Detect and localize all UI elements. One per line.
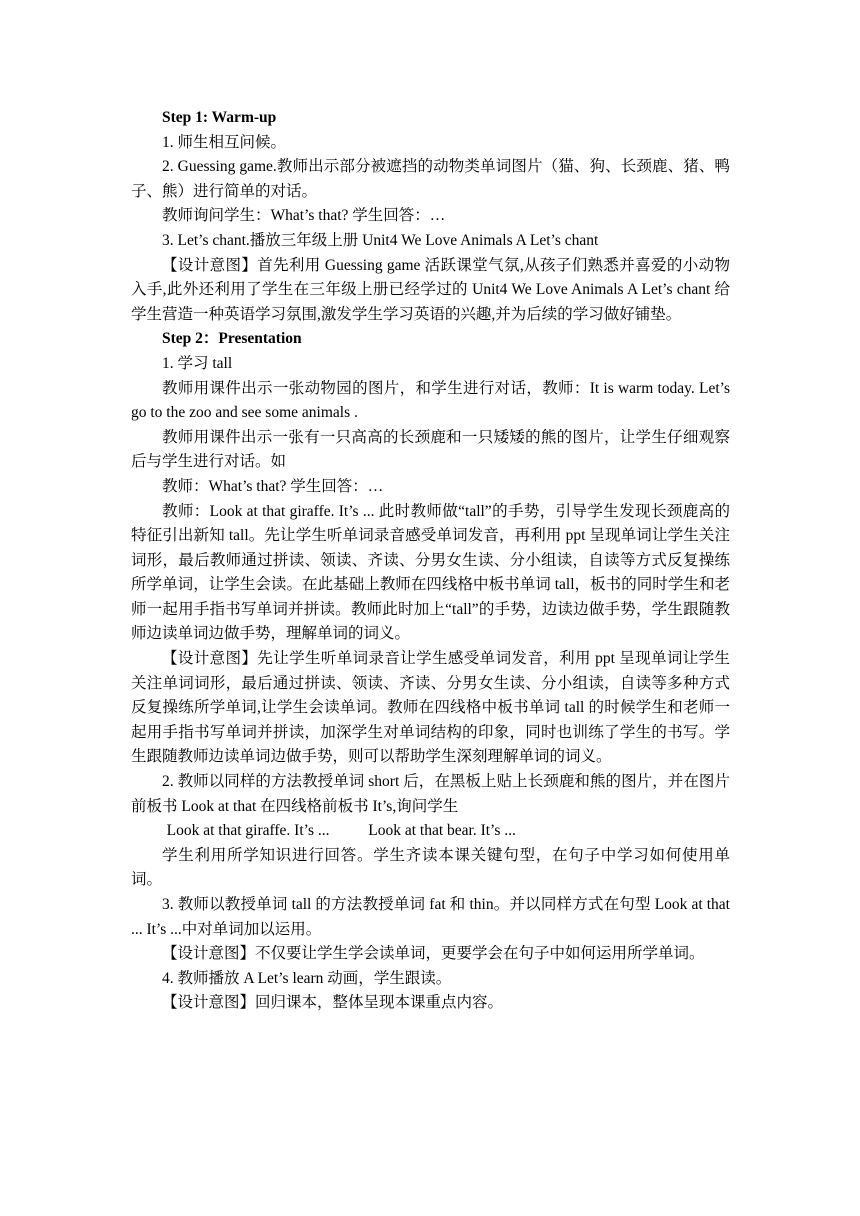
heading-step-1: Step 1: Warm-up [162,109,277,126]
heading-step-2: Step 2：Presentation [162,330,302,348]
design-intent-paragraph: 【设计意图】回归课本，整体呈现本课重点内容。 [162,994,504,1012]
paragraph: 3. Let’s chant.播放三年级上册 Unit4 We Love Animals A Let’s chant [162,231,599,249]
paragraph: 学生利用所学知识进行回答。学生齐读本课关键句型，在句子中学习如何使用单词。 [131,846,730,889]
paragraph: 3. 教师以教授单词 tall 的方法教授单词 fat 和 thin。并以同样方式在句型 Look at that ... It’s ...中对单词加以运用。 [131,896,730,938]
design-intent-paragraph: 【设计意图】首先利用 Guessing game 活跃课堂气氛,从孩子们熟悉并喜爱的小动物入手,此外还利用了学生在三年级上册已经学过的 Unit4 We Love Animals A Let’s chant 给学生营造一种英语学习氛围,激发学生学习英语的兴趣,并为后续的学习做好铺垫。 [131,256,730,323]
paragraph: 教师用课件出示一张动物园的图片，和学生进行对话，教师：It is warm today. Let’s go to the zoo and see some animals . [131,379,730,422]
paragraph: 教师：Look at that giraffe. It’s ... 此时教师做“tall”的手势，引导学生发现长颈鹿高的特征引出新知 tall。先让学生听单词录音感受单词发音，再利用 ppt 呈现单词让学生关注词形，最后教师通过拼读、领读、齐读、分男女生读、分小组读，自读等方式反复操练所学单词，让学生会读。在此基础上教师在四线格中板书单词 tall，板书的同时学生和老师一起用手指书写单词并拼读。教师此时加上“tall”的手势，边读边做手势，学生跟随教师边读单词边做手势，理解单词的词义。 [131,502,730,643]
paragraph: 教师：What’s that? 学生回答：… [162,477,384,495]
paragraph: 2. Guessing game.教师出示部分被遮挡的动物类单词图片（猫、狗、长颈鹿、猪、鸭子、熊）进行简单的对话。 [131,158,730,200]
paragraph: 教师用课件出示一张有一只高高的长颈鹿和一只矮矮的熊的图片，让学生仔细观察后与学生进行对话。如 [131,428,730,471]
paragraph: 1. 学习 tall [162,354,233,372]
design-intent-paragraph: 【设计意图】不仅要让学生学会读单词，更要学会在句子中如何运用所学单词。 [162,945,705,963]
paragraph: 4. 教师播放 A Let’s learn 动画，学生跟读。 [162,969,452,987]
paragraph: 1. 师生相互问候。 [162,133,287,151]
design-intent-paragraph: 【设计意图】先让学生听单词录音让学生感受单词发音，利用 ppt 呈现单词让学生关注单词词形，最后通过拼读、领读、齐读、分男女生读、分小组读，自读等多种方式反复操练所学单词,让学生会读单词。教师在四线格中板书单词 tall 的时候学生和老师一起用手指书写单词并拼读，加深学生对单词结构的印象，同时也训练了学生的书写。学生跟随教师边读单词边做手势，则可以帮助学生深刻理解单词的词义。 [131,650,730,766]
sentence-pattern-line: Look at that giraffe. It’s ... Look at that bear. It’s ... [166,822,516,840]
paragraph: 教师询问学生：What’s that? 学生回答：… [162,207,446,225]
paragraph: 2. 教师以同样的方法教授单词 short 后，在黑板上贴上长颈鹿和熊的图片，并在图片前板书 Look at that 在四线格前板书 It’s,询问学生 [131,773,730,815]
